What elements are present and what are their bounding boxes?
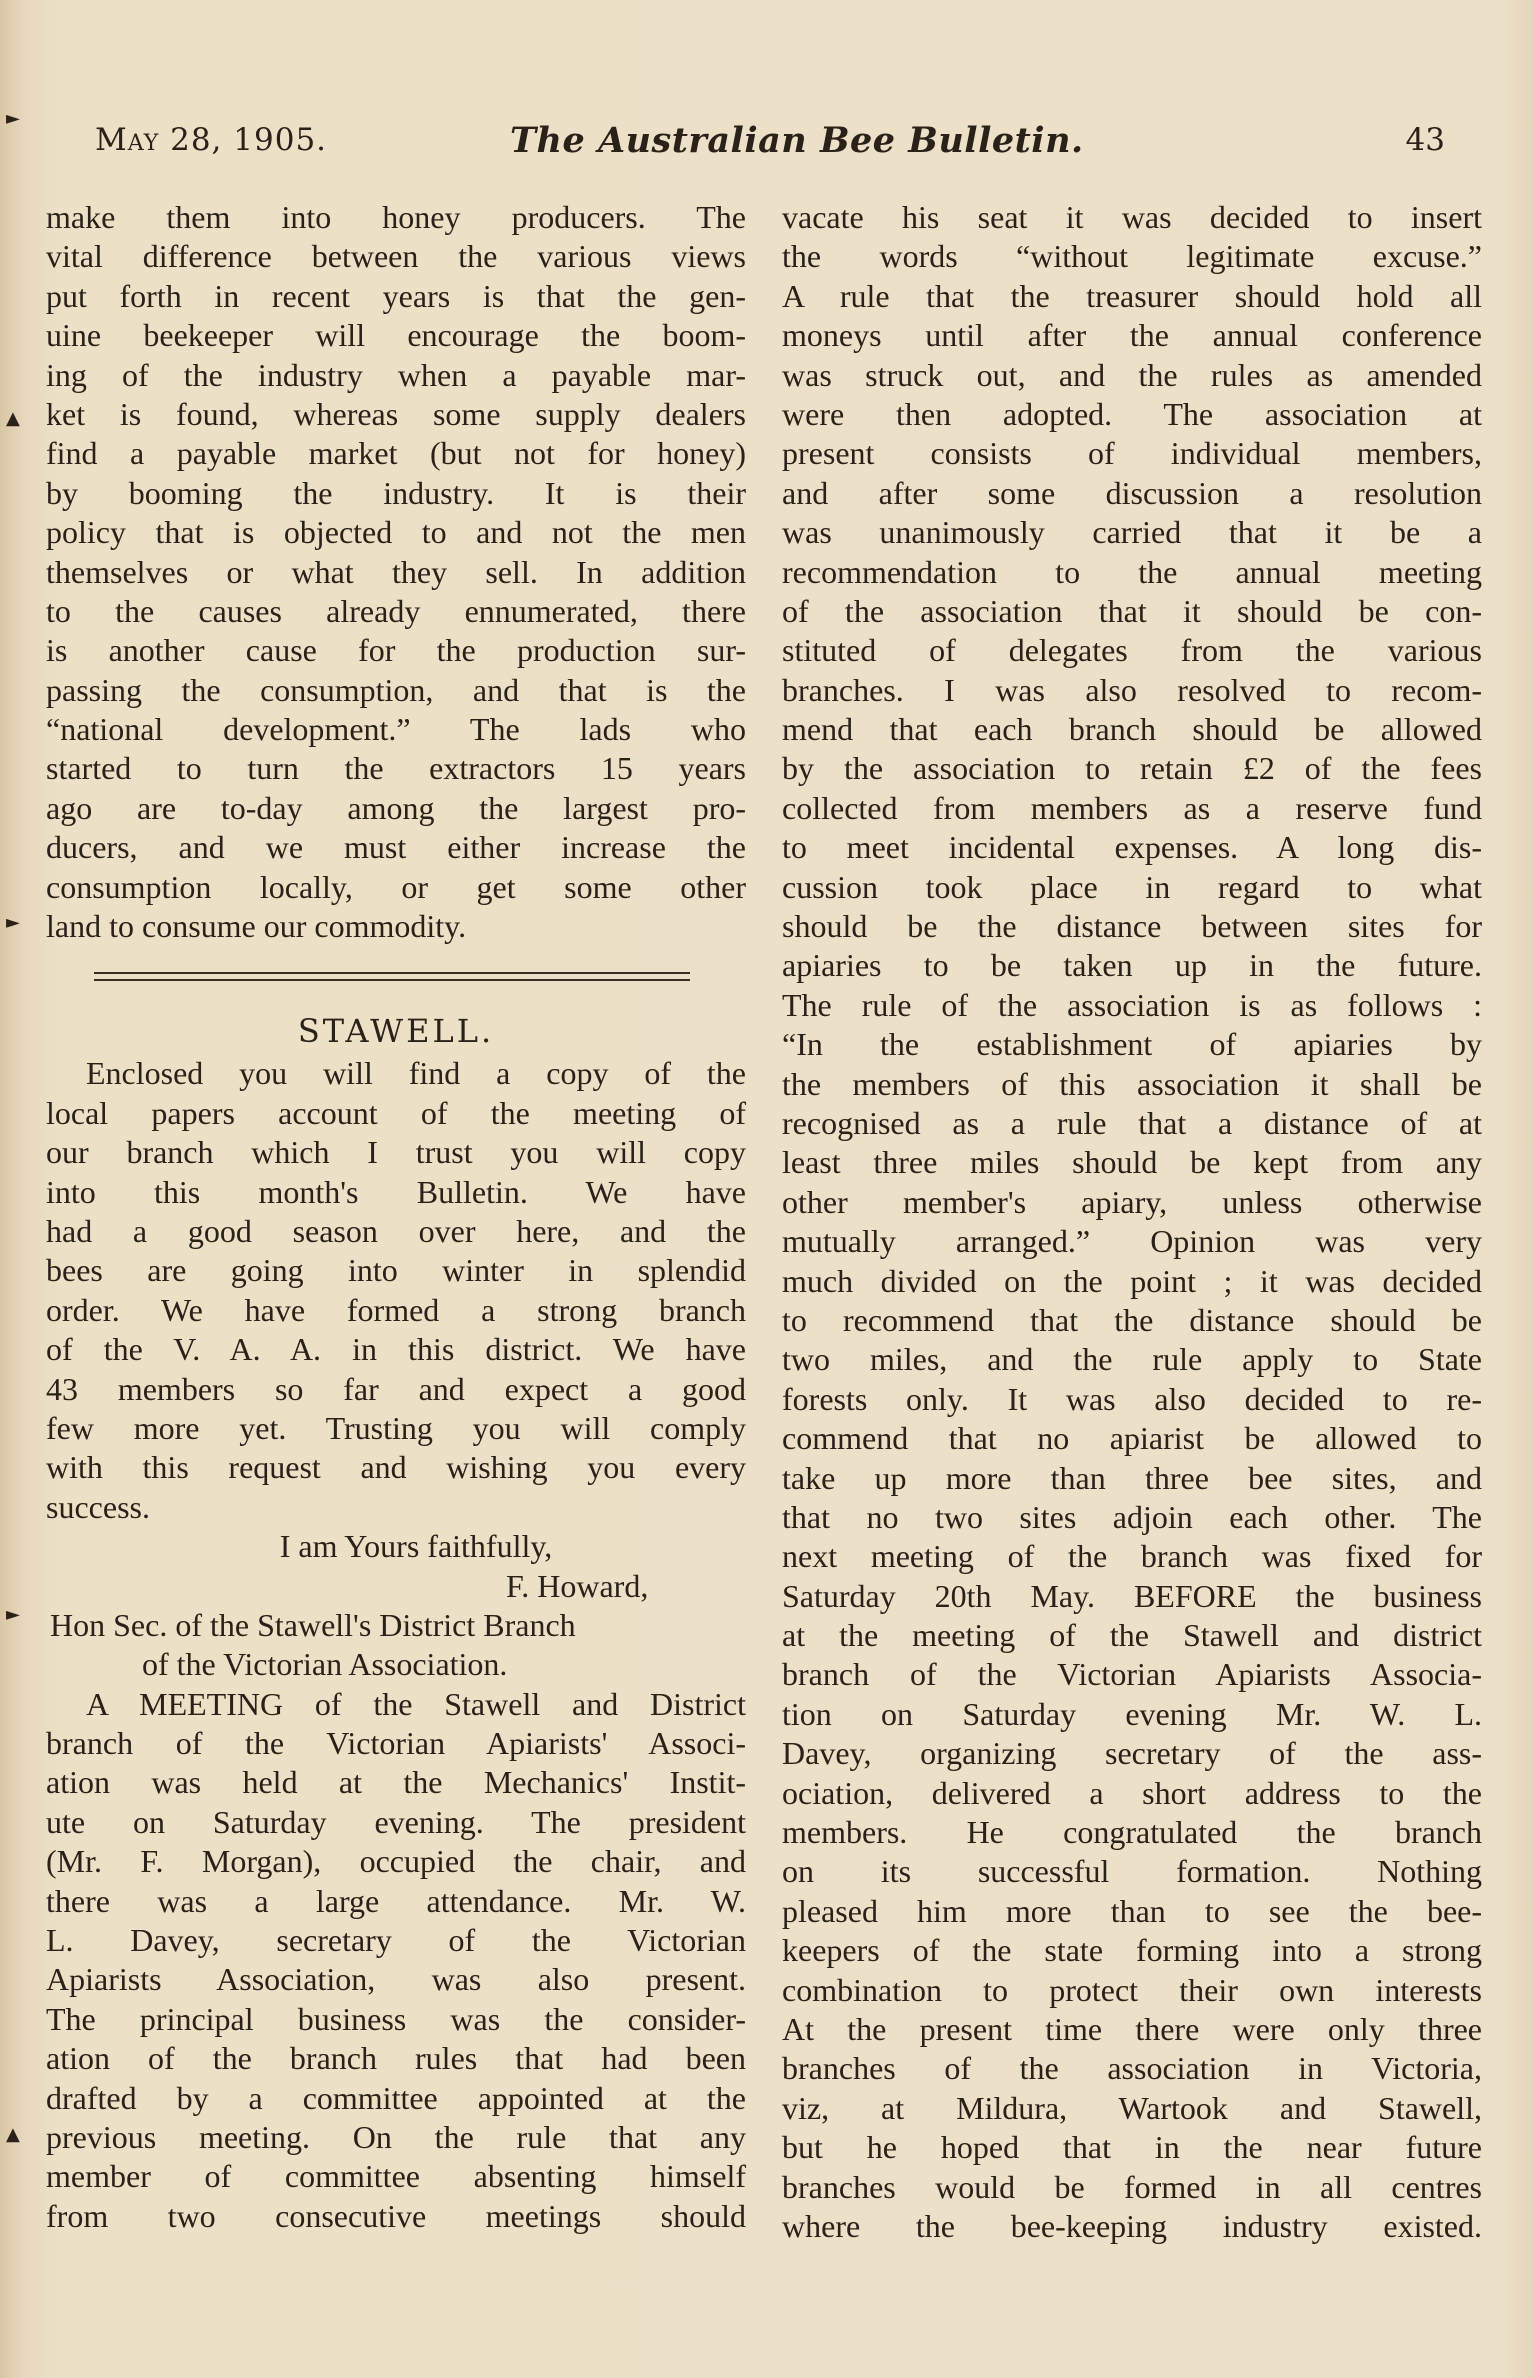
margin-arrow-icon: ► [6, 108, 20, 129]
text-line: where the bee-keeping industry existed. [782, 2207, 1482, 2244]
text-line: two miles, and the rule apply to State [782, 1341, 1482, 1378]
text-line: that no two sites adjoin each other. The [782, 1498, 1482, 1535]
text-line: A MEETING of the Stawell and District [86, 1685, 746, 1722]
text-line: branches would be formed in all centres [782, 2168, 1482, 2205]
text-line: to recommend that the distance should be [782, 1301, 1482, 1338]
letter-signature: F. Howard, [506, 1567, 649, 1604]
margin-arrow-icon: ► [6, 1604, 20, 1625]
text-line: ation was held at the Mechanics' Instit- [46, 1764, 746, 1801]
text-line: 43 members so far and expect a good [46, 1370, 746, 1407]
text-line: apiaries to be taken up in the future. [782, 947, 1482, 984]
page-number: 43 [1405, 122, 1445, 158]
text-line: vacate his seat it was decided to insert [782, 199, 1482, 235]
right-column [782, 198, 1482, 2246]
text-line: keepers of the state forming into a strong [782, 1932, 1482, 1969]
text-line: of the V. A. A. in this district. We have [46, 1331, 746, 1368]
text-line: find a payable market (but not for honey) [46, 435, 746, 472]
text-line: ducers, and we must either increase the [46, 829, 746, 866]
left-column [46, 198, 746, 2236]
text-line: much divided on the point ; it was decided [782, 1262, 1482, 1299]
text-line: branches of the association in Victoria, [782, 2050, 1482, 2087]
intro-paragraph [46, 198, 746, 946]
text-line: recognised as a rule that a distance of at [782, 1104, 1482, 1141]
text-line: were then adopted. The association at [782, 395, 1482, 432]
margin-arrow-icon: ► [6, 912, 20, 933]
text-line: local papers account of the meeting of [46, 1094, 746, 1131]
text-line: present consists of individual members, [782, 435, 1482, 472]
text-line: The principal business was the consider- [46, 2000, 746, 2037]
page-header [95, 122, 1445, 172]
text-line: combination to protect their own interests [782, 1971, 1482, 2008]
text-line: Davey, organizing secretary of the ass- [782, 1735, 1482, 1772]
text-line: by booming the industry. It is their [46, 474, 746, 511]
text-line: The rule of the association is as follows : [782, 986, 1482, 1023]
text-line: from two consecutive meetings should [46, 2197, 746, 2234]
text-line: (Mr. F. Morgan), occupied the chair, and [46, 1843, 746, 1880]
text-line: cussion took place in regard to what [782, 868, 1482, 905]
text-line: bees are going into winter in splendid [46, 1252, 746, 1289]
text-line: to meet incidental expenses. A long dis- [782, 829, 1482, 866]
text-line: members. He congratulated the branch [782, 1814, 1482, 1851]
text-line: branch of the Victorian Apiarists' Associ- [46, 1725, 746, 1762]
text-line: A rule that the treasurer should hold all [782, 277, 1482, 314]
margin-arrow-icon: ▲ [6, 2124, 20, 2145]
section-divider [46, 946, 746, 1008]
text-line: member of committee absenting himself [46, 2158, 746, 2195]
text-line: into this month's Bulletin. We have [46, 1173, 746, 1210]
text-line: Enclosed you will find a copy of the [86, 1055, 746, 1092]
text-line: started to turn the extractors 15 years [46, 750, 746, 787]
text-line: pleased him more than to see the bee- [782, 1892, 1482, 1929]
text-line: vital difference between the various views [46, 238, 746, 275]
text-line: branches. I was also resolved to recom- [782, 671, 1482, 708]
text-line: stituted of delegates from the various [782, 632, 1482, 669]
text-line: to the causes already ennumerated, there [46, 592, 746, 629]
text-line: ago are to-day among the largest pro- [46, 789, 746, 826]
section-heading: STAWELL. [297, 1012, 495, 1051]
text-line: land to consume our commodity. [46, 908, 467, 945]
text-line: Saturday 20th May. BEFORE the business [782, 1577, 1482, 1614]
text-line: take up more than three bee sites, and [782, 1459, 1482, 1496]
letter-signoff: I am Yours faithfully, [279, 1528, 553, 1565]
text-line: “In the establishment of apiaries by [782, 1026, 1482, 1063]
text-line: consumption locally, or get some other [46, 868, 746, 905]
text-line: by the association to retain £2 of the fees [782, 750, 1482, 787]
text-line: next meeting of the branch was fixed for [782, 1538, 1482, 1575]
text-line: policy that is objected to and not the men [46, 514, 746, 551]
text-line: uine beekeeper will encourage the boom- [46, 317, 746, 354]
text-line: other member's apiary, unless otherwise [782, 1183, 1482, 1220]
text-line: ociation, delivered a short address to the [782, 1774, 1482, 1811]
text-line: order. We have formed a strong branch [46, 1291, 746, 1328]
text-line: had a good season over here, and the [46, 1212, 746, 1249]
text-line: collected from members as a reserve fund [782, 789, 1482, 826]
text-line: ket is found, whereas some supply dealers [46, 395, 746, 432]
text-line: at the meeting of the Stawell and district [782, 1617, 1482, 1654]
text-line: viz, at Mildura, Wartook and Stawell, [782, 2089, 1482, 2126]
text-line: “national development.” The lads who [46, 711, 746, 748]
text-line: few more yet. Trusting you will comply [46, 1409, 746, 1446]
text-line: tion on Saturday evening Mr. W. L. [782, 1695, 1482, 1732]
text-line: ing of the industry when a payable mar- [46, 356, 746, 393]
margin-arrow-icon: ▲ [6, 408, 20, 429]
text-line: branch of the Victorian Apiarists Associa- [782, 1656, 1482, 1693]
text-line: drafted by a committee appointed at the [46, 2079, 746, 2116]
margin-marks [0, 0, 24, 2378]
text-line: the members of this association it shall be [782, 1065, 1482, 1102]
text-line: mend that each branch should be allowed [782, 711, 1482, 748]
text-line: was struck out, and the rules as amended [782, 356, 1482, 393]
text-line: ute on Saturday evening. The president [46, 1803, 746, 1840]
text-line: Apiarists Association, was also present. [46, 1961, 746, 1998]
text-line: of the association that it should be con- [782, 592, 1482, 629]
text-line: moneys until after the annual conference [782, 317, 1482, 354]
text-line: At the present time there were only three [782, 2010, 1482, 2047]
text-line: ation of the branch rules that had been [46, 2040, 746, 2077]
text-line: put forth in recent years is that the gen- [46, 277, 746, 314]
text-line: least three miles should be kept from any [782, 1144, 1482, 1181]
text-line: make them into honey producers. The [46, 199, 746, 235]
right-column-text [782, 198, 1482, 2246]
text-line: with this request and wishing you every [46, 1449, 746, 1486]
issue-date: May 28, 1905. [95, 122, 328, 158]
text-line: passing the consumption, and that is the [46, 671, 746, 708]
text-line: previous meeting. On the rule that any [46, 2118, 746, 2155]
text-line: success. [46, 1488, 150, 1525]
text-line: L. Davey, secretary of the Victorian [46, 1922, 746, 1959]
text-line: themselves or what they sell. In addition [46, 553, 746, 590]
meeting-report-paragraph [46, 1685, 746, 2236]
text-line: and after some discussion a resolution [782, 474, 1482, 511]
text-line: on its successful formation. Nothing [782, 1853, 1482, 1890]
signature-title-line-2: of the Victorian Association. [142, 1646, 508, 1683]
text-line: recommendation to the annual meeting [782, 553, 1482, 590]
text-line: was unanimously carried that it be a [782, 514, 1482, 551]
text-line: the words “without legitimate excuse.” [782, 238, 1482, 275]
text-line: our branch which I trust you will copy [46, 1134, 746, 1171]
text-line: commend that no apiarist be allowed to [782, 1420, 1482, 1457]
journal-title: The Australian Bee Bulletin. [510, 120, 1084, 161]
text-line: forests only. It was also decided to re- [782, 1380, 1482, 1417]
text-line: there was a large attendance. Mr. W. [46, 1882, 746, 1919]
text-line: should be the distance between sites for [782, 908, 1482, 945]
text-line: is another cause for the production sur- [46, 632, 746, 669]
text-line: mutually arranged.” Opinion was very [782, 1223, 1482, 1260]
signature-title-line-1: Hon Sec. of the Stawell's District Branch [50, 1606, 576, 1643]
text-line: but he hoped that in the near future [782, 2129, 1482, 2166]
letter-paragraph [46, 1054, 746, 1527]
